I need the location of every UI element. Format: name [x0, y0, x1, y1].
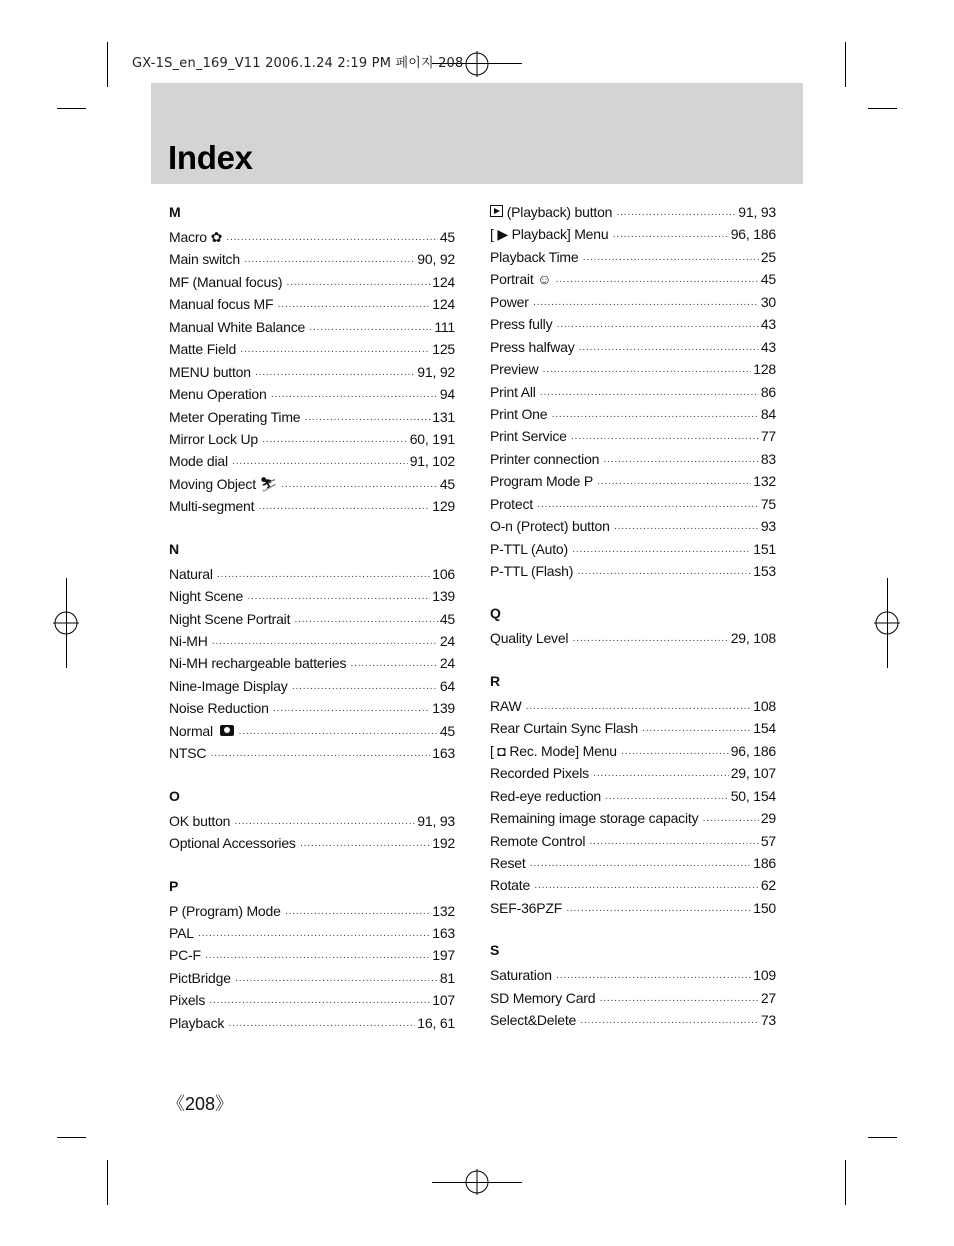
index-entry	[490, 515, 776, 537]
entry-term: Protect	[490, 495, 533, 512]
entry-term: Recorded Pixels	[490, 765, 589, 782]
entry-term: Print Service	[490, 428, 567, 445]
entry-pages: 43	[760, 338, 776, 355]
index-entry	[490, 874, 776, 896]
index-entry	[169, 316, 455, 338]
entry-term: P (Program) Mode	[169, 902, 281, 919]
leader-dots	[240, 341, 430, 363]
index-entry	[490, 358, 776, 380]
page-title: Index	[168, 139, 253, 176]
entry-pages: 131	[432, 408, 455, 425]
leader-dots	[555, 271, 759, 293]
leader-dots	[579, 339, 759, 361]
index-entry	[169, 900, 455, 922]
entry-term: Noise Reduction	[169, 700, 269, 717]
index-entry	[490, 695, 776, 717]
leader-dots	[621, 743, 729, 765]
entry-pages: 24	[439, 655, 455, 672]
entry-pages: 86	[760, 383, 776, 400]
entry-pages: 111	[434, 318, 455, 335]
entry-term: P-TTL (Auto)	[490, 540, 568, 557]
entry-term: Playback	[169, 1014, 225, 1031]
entry-term: Moving Object ⛷	[169, 475, 278, 492]
entry-term: [ ▶ Playback] Menu	[490, 226, 609, 243]
entry-pages: 96, 186	[730, 226, 776, 243]
entry-term: Pixels	[169, 992, 206, 1009]
crop-mark	[845, 1160, 846, 1205]
index-column-right	[490, 204, 776, 1055]
leader-dots	[285, 903, 431, 925]
index-entry	[169, 248, 455, 270]
section-letter: M	[169, 204, 181, 220]
entry-pages: 45	[439, 610, 455, 627]
entry-term: (Playback) button	[506, 204, 613, 220]
playback-icon	[490, 205, 503, 217]
entry-pages: 186	[753, 854, 776, 871]
leader-dots	[300, 835, 431, 857]
crop-mark	[57, 108, 86, 109]
index-entry	[169, 652, 455, 674]
index-entry	[490, 560, 776, 582]
entry-term: Power	[490, 293, 529, 310]
index-entry	[169, 697, 455, 719]
entry-pages: 93	[760, 518, 776, 535]
leader-dots	[309, 319, 432, 341]
index-entry	[490, 830, 776, 852]
index-section	[490, 942, 776, 1031]
entry-term: Playback Time	[490, 248, 579, 265]
entry-term: Night Scene	[169, 588, 244, 605]
index-entry	[490, 268, 776, 290]
entry-term: Print One	[490, 405, 548, 422]
index-entry	[490, 381, 776, 403]
index-entry	[490, 987, 776, 1009]
leader-dots	[582, 249, 758, 271]
leader-dots	[612, 226, 728, 248]
leader-dots	[530, 855, 752, 877]
leader-dots	[198, 925, 430, 947]
leader-dots	[255, 364, 415, 386]
entry-term: RAW	[490, 697, 522, 714]
entry-pages: 25	[760, 248, 776, 265]
registration-mark	[53, 610, 79, 636]
entry-pages: 132	[753, 473, 776, 490]
title-banner	[151, 83, 803, 184]
index-entry	[490, 740, 776, 762]
entry-pages: 192	[432, 835, 455, 852]
entry-term: MENU button	[169, 363, 251, 380]
entry-term: Natural	[169, 565, 213, 582]
leader-dots	[540, 384, 759, 406]
index-entry	[490, 762, 776, 784]
index-entry	[169, 495, 455, 517]
index-entry	[490, 1009, 776, 1031]
registration-mark	[464, 51, 490, 77]
entry-pages: 139	[432, 700, 455, 717]
entry-term: Printer connection	[490, 450, 600, 467]
index-entry	[169, 720, 455, 742]
entry-term: OK button	[169, 812, 231, 829]
index-entry	[169, 944, 455, 966]
entry-term: Mirror Lock Up	[169, 430, 258, 447]
index-entry	[169, 922, 455, 944]
entry-pages: 45	[760, 271, 776, 288]
leader-dots	[286, 274, 430, 296]
entry-term: Matte Field	[169, 341, 237, 358]
index-section	[490, 201, 776, 582]
leader-dots	[616, 204, 736, 226]
leader-dots	[209, 992, 430, 1014]
index-entry	[169, 271, 455, 293]
leader-dots	[614, 518, 759, 540]
entry-term: SEF-36PZF	[490, 899, 563, 916]
leader-dots	[533, 294, 759, 316]
index-entry	[169, 967, 455, 989]
entry-pages: 109	[753, 967, 776, 984]
section-letter: O	[169, 787, 180, 804]
entry-pages: 150	[753, 899, 776, 916]
entry-pages: 29, 108	[730, 630, 776, 647]
entry-term: Nine-Image Display	[169, 677, 288, 694]
leader-dots	[589, 833, 759, 855]
index-entry	[490, 785, 776, 807]
crop-mark	[57, 1137, 86, 1138]
section-letter: N	[169, 540, 180, 557]
entry-pages: 27	[760, 989, 776, 1006]
entry-pages: 132	[432, 902, 455, 919]
crop-mark	[107, 1160, 108, 1205]
index-section	[169, 878, 455, 1035]
index-entry	[169, 406, 455, 428]
entry-term: MF (Manual focus)	[169, 273, 283, 290]
leader-dots	[292, 678, 438, 700]
entry-pages: 77	[760, 428, 776, 445]
entry-pages: 43	[760, 316, 776, 333]
entry-term: SD Memory Card	[490, 989, 596, 1006]
leader-dots	[556, 316, 758, 338]
leader-dots	[217, 566, 431, 588]
index-entry	[169, 338, 455, 360]
leader-dots	[542, 361, 751, 383]
index-entry	[169, 450, 455, 472]
leader-dots	[702, 810, 758, 832]
entry-pages: 163	[432, 745, 455, 762]
entry-pages: 24	[439, 633, 455, 649]
entry-pages: 90, 92	[417, 251, 455, 268]
print-slug: GX-1S_en_169_V11 2006.1.24 2:19 PM 페이지 208	[132, 56, 464, 71]
index-column-left	[169, 204, 455, 1057]
entry-pages: 57	[760, 832, 776, 849]
leader-dots	[580, 1012, 759, 1034]
entry-pages: 45	[439, 229, 455, 245]
index-entry	[169, 428, 455, 450]
entry-term: Remaining image storage capacity	[490, 810, 699, 827]
index-section	[169, 541, 455, 765]
index-entry	[490, 964, 776, 986]
index-section	[169, 788, 455, 855]
entry-term: Multi-segment	[169, 498, 255, 515]
entry-term: Portrait ☺	[490, 271, 552, 288]
index-section	[490, 673, 776, 919]
index-entry	[490, 425, 776, 447]
entry-pages: 84	[760, 405, 776, 422]
entry-pages: 29, 107	[730, 765, 776, 782]
entry-term: Rear Curtain Sync Flash	[490, 720, 638, 737]
entry-term: Reset	[490, 854, 526, 871]
index-entry	[169, 361, 455, 383]
leader-dots	[572, 541, 751, 563]
leader-dots	[572, 630, 728, 652]
entry-pages: 129	[432, 498, 455, 515]
leader-dots	[262, 431, 408, 453]
camera-icon	[220, 725, 234, 736]
entry-pages: 94	[439, 386, 455, 403]
leader-dots	[210, 745, 430, 767]
crop-mark	[845, 42, 846, 87]
leader-dots	[205, 947, 430, 969]
index-entry	[490, 336, 776, 358]
leader-dots	[534, 877, 759, 899]
entry-pages: 151	[753, 540, 776, 557]
leader-dots	[593, 765, 729, 787]
entry-pages: 96, 186	[730, 742, 776, 759]
index-entry	[490, 448, 776, 470]
entry-term: O-n (Protect) button	[490, 518, 610, 535]
entry-term: Macro ✿	[169, 229, 223, 245]
index-entry	[490, 470, 776, 492]
index-section	[169, 204, 455, 518]
entry-pages: 91, 102	[409, 453, 455, 470]
section-letter: S	[490, 942, 500, 959]
entry-pages: 91, 92	[417, 363, 455, 380]
entry-term: Ni-MH	[169, 633, 208, 649]
entry-term: Ni-MH rechargeable batteries	[169, 655, 347, 672]
entry-pages: 16, 61	[417, 1014, 455, 1031]
index-entry	[490, 403, 776, 425]
entry-pages: 197	[432, 947, 455, 964]
entry-term: NTSC	[169, 745, 207, 762]
entry-pages: 107	[432, 992, 455, 1009]
leader-dots	[577, 563, 751, 585]
entry-pages: 139	[432, 588, 455, 605]
entry-pages: 108	[753, 697, 776, 714]
index-entry	[169, 1012, 455, 1034]
entry-term: Rotate	[490, 877, 531, 894]
index-entry	[490, 313, 776, 335]
entry-term: Saturation	[490, 967, 552, 984]
entry-term: Red-eye reduction	[490, 787, 601, 804]
index-entry	[169, 742, 455, 764]
crop-mark	[107, 42, 108, 87]
leader-dots	[226, 229, 438, 251]
entry-term: Manual White Balance	[169, 318, 306, 335]
index-entry	[490, 627, 776, 649]
entry-pages: 128	[753, 361, 776, 378]
entry-pages: 91, 93	[738, 204, 776, 220]
leader-dots	[281, 476, 438, 498]
section-letter: P	[169, 877, 179, 894]
index-entry	[169, 585, 455, 607]
registration-mark	[874, 610, 900, 636]
leader-dots	[273, 700, 431, 722]
leader-dots	[238, 723, 438, 745]
leader-dots	[350, 655, 438, 677]
entry-term: Meter Operating Time	[169, 408, 301, 425]
leader-dots	[258, 498, 430, 520]
index-section	[490, 605, 776, 649]
index-entry	[169, 675, 455, 697]
leader-dots	[228, 1015, 415, 1037]
leader-dots	[599, 990, 758, 1012]
section-letter: Q	[490, 605, 501, 622]
index-entry	[490, 201, 776, 223]
entry-pages: 106	[432, 565, 455, 582]
index-entry	[169, 832, 455, 854]
index-entry	[169, 563, 455, 585]
entry-pages: 153	[753, 563, 776, 579]
entry-pages: 29	[760, 810, 776, 827]
entry-term: Main switch	[169, 251, 240, 268]
entry-pages: 62	[760, 877, 776, 894]
leader-dots	[235, 970, 438, 992]
index-entry	[169, 473, 455, 495]
entry-pages: 91, 93	[417, 812, 455, 829]
entry-term: PAL	[169, 924, 194, 941]
index-entry	[490, 291, 776, 313]
index-entry	[169, 630, 455, 652]
index-entry	[169, 810, 455, 832]
entry-pages: 45	[439, 475, 455, 492]
entry-term: Press halfway	[490, 338, 575, 355]
entry-pages: 45	[439, 722, 455, 739]
entry-pages: 125	[432, 341, 455, 358]
crop-mark	[868, 108, 897, 109]
leader-dots	[551, 406, 758, 428]
index-entry	[490, 807, 776, 829]
index-entry	[490, 717, 776, 739]
index-entry	[169, 383, 455, 405]
entry-pages: 73	[760, 1012, 776, 1029]
index-entry	[490, 538, 776, 560]
entry-pages: 81	[439, 969, 455, 986]
index-entry	[169, 226, 455, 248]
index-entry	[490, 246, 776, 268]
page-number: 《208》	[167, 1094, 234, 1114]
entry-term: Print All	[490, 383, 536, 400]
entry-pages: 83	[760, 450, 776, 467]
index-entry	[490, 852, 776, 874]
entry-pages: 60, 191	[409, 430, 455, 447]
entry-pages: 50, 154	[730, 787, 776, 804]
section-letter: R	[490, 672, 501, 689]
entry-term: Select&Delete	[490, 1012, 577, 1029]
index-entry	[490, 493, 776, 515]
entry-term: Night Scene Portrait	[169, 610, 291, 627]
entry-term: Press fully	[490, 316, 553, 333]
entry-term: Program Mode P	[490, 473, 594, 490]
entry-term: Preview	[490, 361, 539, 378]
entry-pages: 124	[432, 296, 455, 313]
index-entry	[169, 293, 455, 315]
entry-pages: 64	[439, 677, 455, 694]
index-entry	[169, 989, 455, 1011]
entry-term: Optional Accessories	[169, 835, 296, 852]
entry-term: PC-F	[169, 947, 201, 964]
entry-pages: 75	[760, 495, 776, 512]
entry-term: [ ◘ Rec. Mode] Menu	[490, 742, 617, 759]
leader-dots	[566, 900, 751, 922]
registration-mark	[464, 1169, 490, 1195]
index-entry	[490, 897, 776, 919]
entry-pages: 154	[753, 720, 776, 737]
index-entry	[169, 608, 455, 630]
entry-term: Mode dial	[169, 453, 228, 470]
entry-term: Menu Operation	[169, 386, 267, 403]
leader-dots	[603, 451, 759, 473]
leader-dots	[294, 611, 438, 633]
entry-term: Normal	[169, 722, 213, 739]
crop-mark	[868, 1137, 897, 1138]
entry-term: Manual focus MF	[169, 296, 274, 313]
entry-term: PictBridge	[169, 969, 231, 986]
entry-pages: 30	[760, 293, 776, 310]
entry-term: Remote Control	[490, 832, 586, 849]
entry-pages: 163	[432, 924, 455, 941]
leader-dots	[597, 473, 751, 495]
index-entry	[490, 223, 776, 245]
entry-term: P-TTL (Flash)	[490, 563, 574, 579]
entry-term: Quality Level	[490, 630, 569, 647]
entry-pages: 124	[432, 273, 455, 290]
